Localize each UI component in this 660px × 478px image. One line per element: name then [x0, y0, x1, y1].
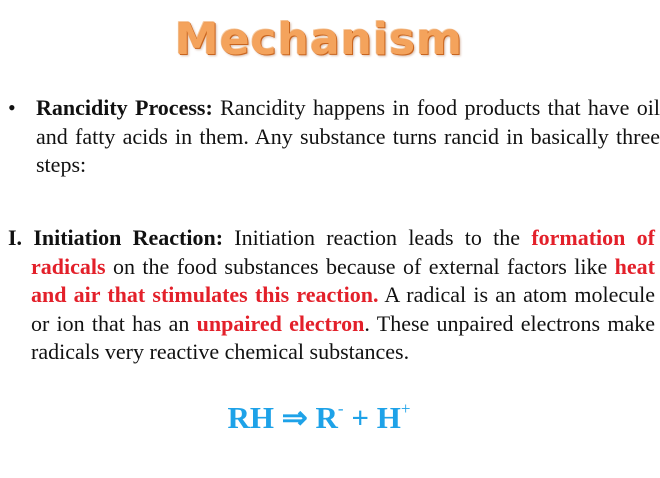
initiation-text-4: . These unpaired electrons make radicals very reactive chemical substances. — [31, 310, 655, 364]
initiation-text-1: Initiation reaction leads to the — [223, 225, 532, 250]
initiation-text-2: on the food substances because of external factors like — [105, 253, 615, 279]
bullet-icon: • — [8, 95, 16, 120]
rancidity-label: Rancidity Process: — [36, 95, 213, 120]
initiation-label: I. Initiation Reaction: — [8, 225, 224, 250]
equation-plus-charge: + — [400, 399, 411, 418]
slide-title: Mechanism — [174, 14, 464, 65]
initiation-text-3: A radical is an atom molecule or ion that has an — [31, 282, 655, 336]
chemical-equation — [0, 400, 638, 436]
equation-minus-charge: - — [337, 399, 344, 418]
rancidity-text: Rancidity happens in food products that have oil and fatty acids in them. Any substance turns rancid in basically three steps: — [36, 95, 660, 177]
initiation-paragraph — [8, 224, 655, 367]
equation-plus-h: + H — [343, 400, 401, 435]
highlight-formation-of-radicals: formation of radicals — [31, 225, 655, 279]
equation-lhs: RH ⇒ R — [227, 400, 338, 435]
highlight-heat-and-air: heat and air that stimulates this reaction. — [31, 253, 655, 307]
highlight-unpaired-electron: unpaired electron — [196, 310, 365, 336]
rancidity-paragraph — [8, 94, 660, 180]
